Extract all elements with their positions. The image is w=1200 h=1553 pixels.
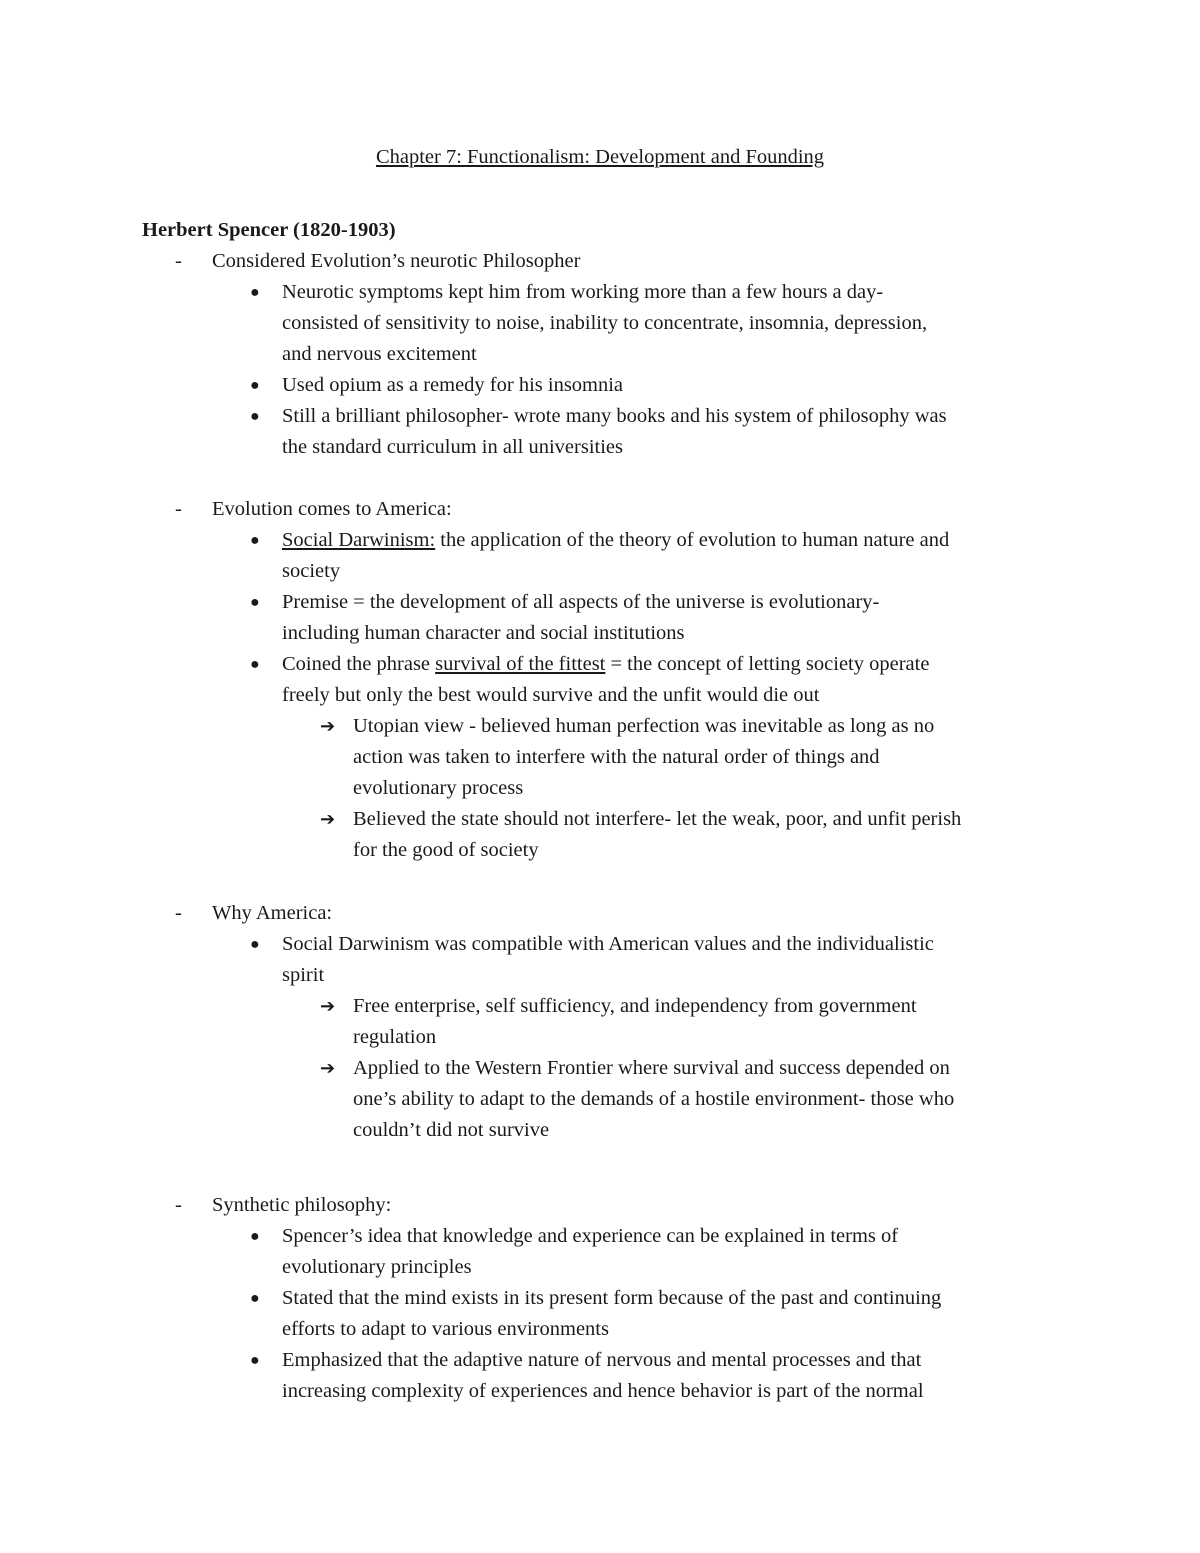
bullet-text: Emphasized that the adaptive nature of nervous and mental processes and that [282, 1349, 922, 1371]
arrow-marker: ➔ [320, 809, 336, 829]
bullet-text: increasing complexity of experiences and hence behavior is part of the normal [282, 1380, 924, 1402]
section-heading: Herbert Spencer (1820-1903) [142, 219, 396, 241]
sub-bullet-text: Utopian view - believed human perfection was inevitable as long as no [353, 715, 935, 737]
topic-label: Synthetic philosophy: [212, 1194, 392, 1216]
bullet-marker: ● [250, 594, 260, 611]
arrow-marker: ➔ [320, 1058, 336, 1078]
bullet-text: evolutionary principles [282, 1256, 472, 1278]
sub-bullet-text: couldn’t did not survive [353, 1119, 550, 1141]
bullet-text: consisted of sensitivity to noise, inability to concentrate, insomnia, depression, [282, 312, 928, 334]
sub-bullet-text: Free enterprise, self sufficiency, and independency from government [353, 995, 917, 1017]
bullet-text: spirit [282, 964, 325, 986]
topic-label: Considered Evolution’s neurotic Philosopher [212, 250, 581, 272]
bullet-marker: ● [250, 377, 260, 394]
sub-bullet-text: action was taken to interfere with the natural order of things and [353, 746, 880, 768]
arrow-marker: ➔ [320, 996, 336, 1016]
sub-bullet-text: one’s ability to adapt to the demands of a hostile environment- those who [353, 1088, 955, 1110]
topic-label: Evolution comes to America: [212, 498, 452, 520]
bullet-text: including human character and social institutions [282, 622, 685, 644]
dash-marker: - [175, 250, 182, 272]
bullet-marker: ● [250, 1290, 260, 1307]
bullet-text: the standard curriculum in all universities [282, 436, 624, 458]
bullet-text [282, 649, 929, 680]
bullet-text-rest: the application of the theory of evolution to human nature and [435, 529, 950, 551]
sub-bullet-text: Believed the state should not interfere- let the weak, poor, and unfit perish [353, 808, 962, 830]
bullet-text: freely but only the best would survive and the unfit would die out [282, 684, 820, 706]
bullet-text: Stated that the mind exists in its present form because of the past and continuing [282, 1287, 942, 1309]
dash-marker: - [175, 1194, 182, 1216]
bullet-text: society [282, 560, 341, 582]
term-survival-of-the-fittest: survival of the fittest [435, 653, 606, 675]
bullet-text-rest: = the concept of letting society operate [605, 653, 930, 675]
bullet-text: Spencer’s idea that knowledge and experience can be explained in terms of [282, 1225, 899, 1247]
bullet-marker: ● [250, 408, 260, 425]
dash-marker: - [175, 902, 182, 924]
bullet-text-pre: Coined the phrase [282, 653, 436, 675]
bullet-text [282, 525, 949, 556]
page-title: Chapter 7: Functionalism: Development and Founding [375, 146, 825, 168]
bullet-text: and nervous excitement [282, 343, 477, 365]
bullet-text: Still a brilliant philosopher- wrote many books and his system of philosophy was [282, 405, 947, 427]
bullet-marker: ● [250, 532, 260, 549]
bullet-marker: ● [250, 284, 260, 301]
bullet-text: efforts to adapt to various environments [282, 1318, 609, 1340]
bullet-marker: ● [250, 1228, 260, 1245]
sub-bullet-text: regulation [353, 1026, 437, 1048]
sub-bullet-text: evolutionary process [353, 777, 524, 799]
term-social-darwinism: Social Darwinism: [282, 529, 436, 551]
bullet-marker: ● [250, 936, 260, 953]
dash-marker: - [175, 498, 182, 520]
bullet-marker: ● [250, 1352, 260, 1369]
bullet-text: Neurotic symptoms kept him from working more than a few hours a day- [282, 281, 884, 303]
arrow-marker: ➔ [320, 716, 336, 736]
bullet-text: Used opium as a remedy for his insomnia [282, 374, 624, 396]
bullet-marker: ● [250, 656, 260, 673]
topic-label: Why America: [212, 902, 333, 924]
sub-bullet-text: for the good of society [353, 839, 539, 861]
bullet-text: Premise = the development of all aspects of the universe is evolutionary- [282, 591, 880, 613]
sub-bullet-text: Applied to the Western Frontier where survival and success depended on [353, 1057, 950, 1079]
bullet-text: Social Darwinism was compatible with American values and the individualistic [282, 933, 934, 955]
